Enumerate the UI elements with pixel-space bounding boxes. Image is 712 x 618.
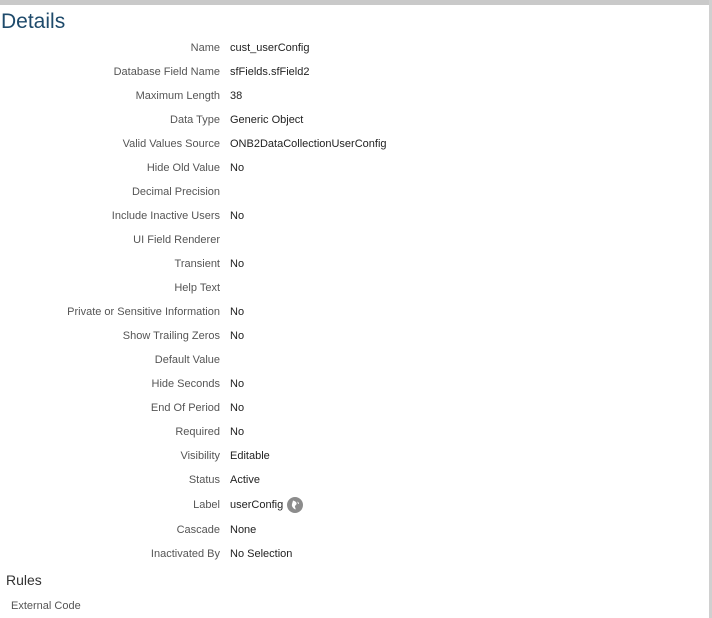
field-row-name (0, 36, 700, 60)
field-row-maximum-length (0, 84, 700, 108)
field-label: Data Type (170, 114, 220, 126)
globe-icon[interactable] (287, 497, 303, 513)
field-row-required (0, 420, 700, 444)
field-value: No (230, 426, 245, 438)
field-label: Private or Sensitive Information (67, 306, 220, 318)
field-label: Name (190, 42, 220, 54)
field-label: Valid Values Source (122, 138, 220, 150)
field-label: Hide Seconds (151, 378, 220, 390)
field-row-cascade (0, 518, 700, 542)
external-code-label: External Code (11, 600, 81, 612)
field-label: Status (188, 474, 220, 486)
field-value: No (230, 258, 245, 270)
field-value: ONB2DataCollectionUserConfig (230, 138, 387, 150)
field-label: Inactivated By (150, 548, 220, 560)
label-value-text: userConfig (230, 499, 284, 511)
field-row-database-field-name (0, 60, 700, 84)
field-row-default-value (0, 348, 700, 372)
field-label: Maximum Length (135, 90, 220, 102)
field-value: None (230, 524, 257, 536)
field-label: Hide Old Value (146, 162, 220, 174)
field-label: Decimal Precision (131, 186, 220, 198)
field-label: Default Value (154, 354, 220, 366)
field-row-ui-field-renderer (0, 228, 700, 252)
field-value: sfFields.sfField2 (230, 66, 310, 78)
rules-section-title: Rules (6, 572, 42, 588)
field-value: cust_userConfig (230, 42, 310, 54)
field-value: No (230, 330, 245, 342)
field-row-help-text (0, 276, 700, 300)
field-label: End Of Period (150, 402, 220, 414)
field-row-status (0, 468, 700, 492)
field-label: Cascade (176, 524, 220, 536)
field-row-decimal-precision (0, 180, 700, 204)
field-row-end-of-period (0, 396, 700, 420)
field-label: Visibility (180, 450, 220, 462)
field-row-visibility (0, 444, 700, 468)
details-field-list (0, 36, 700, 566)
field-label: Label (193, 499, 220, 511)
field-label: Transient (174, 258, 220, 270)
field-value: No (230, 210, 245, 222)
field-label: Include Inactive Users (111, 210, 220, 222)
field-value: 38 (230, 90, 243, 102)
field-row-valid-values-source (0, 132, 700, 156)
field-label: UI Field Renderer (133, 234, 220, 246)
field-row-inactivated-by (0, 542, 700, 566)
field-value: No (230, 162, 245, 174)
field-value: No Selection (230, 548, 293, 560)
field-value: Generic Object (230, 114, 304, 126)
field-label: Database Field Name (113, 66, 220, 78)
details-section-title: Details (1, 10, 66, 33)
field-value: Editable (230, 450, 270, 462)
field-row-transient (0, 252, 700, 276)
field-label: Help Text (174, 282, 220, 294)
field-value: No (230, 402, 245, 414)
field-row-data-type (0, 108, 700, 132)
field-value: No (230, 306, 245, 318)
field-row-show-trailing-zeros (0, 324, 700, 348)
field-value: Active (230, 474, 260, 486)
field-value-with-icon (230, 497, 303, 513)
field-row-label (0, 492, 700, 518)
field-row-private-or-sensitive-information (0, 300, 700, 324)
field-label: Required (175, 426, 220, 438)
field-value: No (230, 378, 245, 390)
field-label: Show Trailing Zeros (122, 330, 220, 342)
field-row-hide-seconds (0, 372, 700, 396)
field-row-include-inactive-users (0, 204, 700, 228)
field-row-hide-old-value (0, 156, 700, 180)
top-scroll-strip (0, 0, 712, 5)
